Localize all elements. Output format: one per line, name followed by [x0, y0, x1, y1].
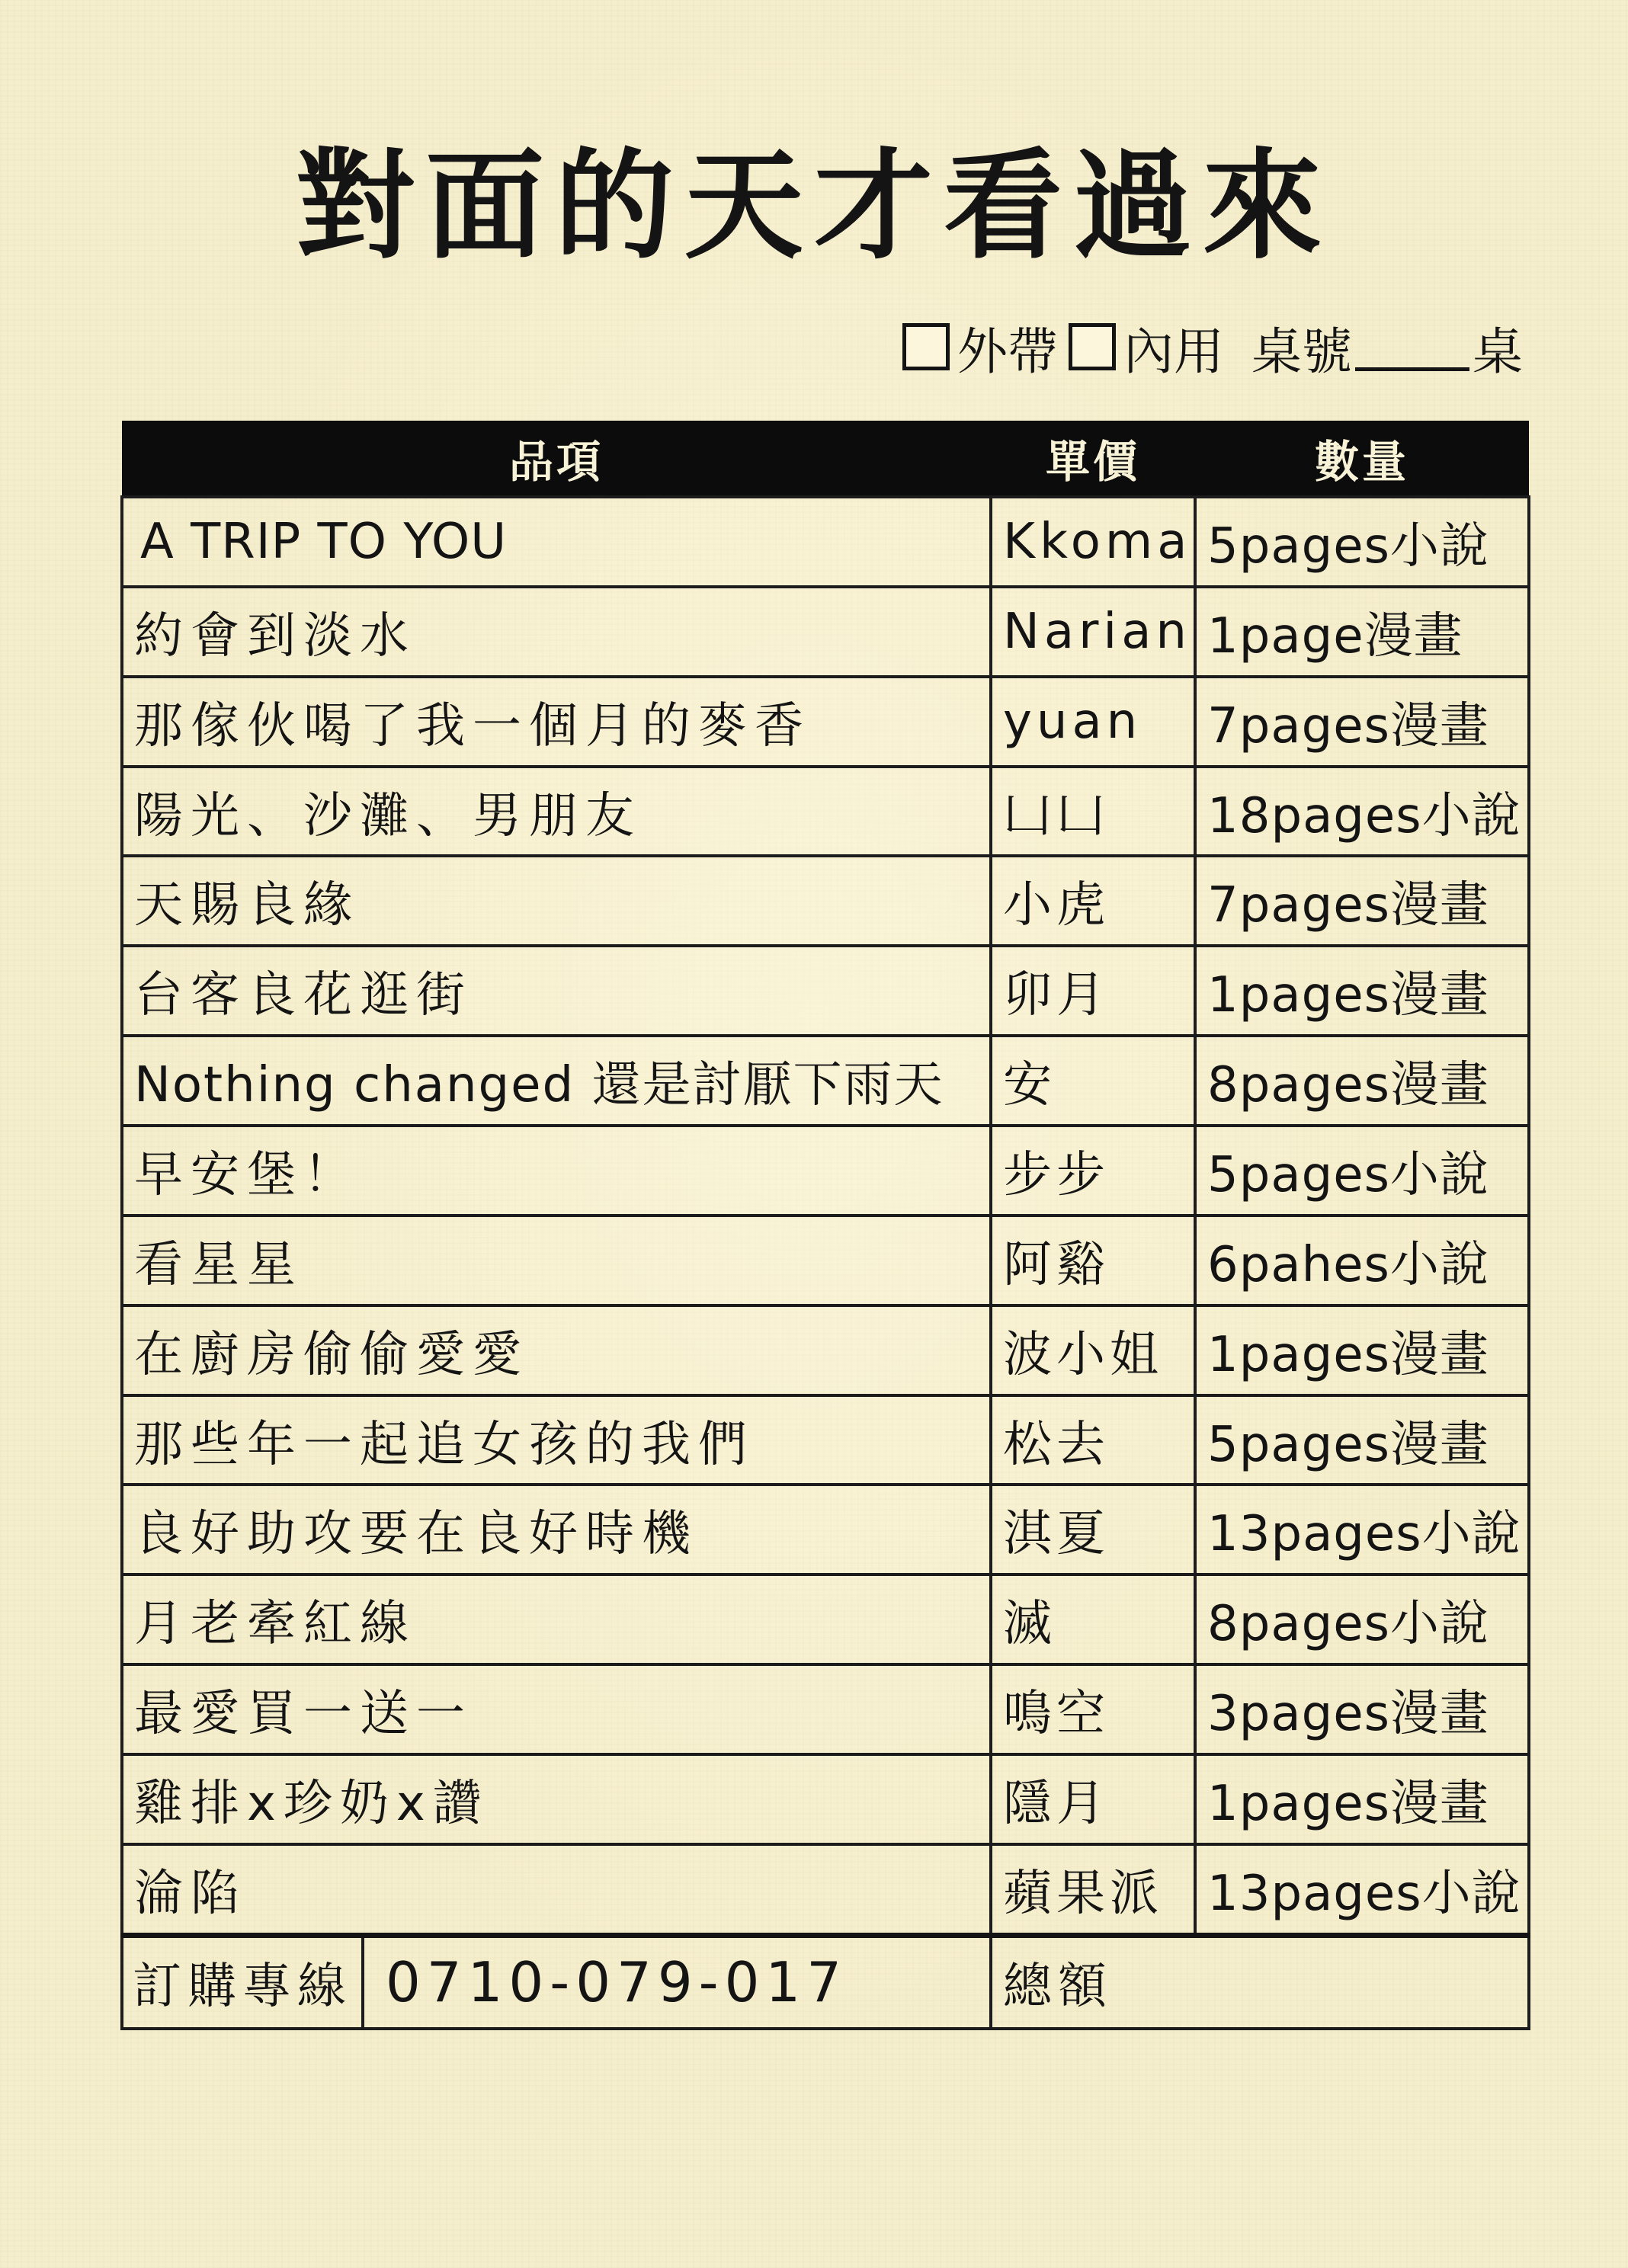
total-label: 總額 — [1003, 1959, 1113, 2016]
row-author: 卯月 — [991, 946, 1195, 1036]
table-row — [122, 1485, 1529, 1574]
row-author: 步步 — [991, 1126, 1195, 1216]
table-row — [122, 587, 1529, 677]
dine-in-option[interactable] — [1069, 311, 1224, 383]
row-quantity: 1page漫畫 — [1195, 587, 1529, 677]
row-item: 月老牽紅線 — [122, 1574, 991, 1664]
row-author: yuan — [991, 677, 1195, 767]
row-item: 良好助攻要在良好時機 — [122, 1485, 991, 1574]
table-row — [122, 946, 1529, 1036]
row-quantity: 13pages小說 — [1195, 1485, 1529, 1574]
row-author: 凵凵 — [991, 767, 1195, 857]
table-row — [122, 1305, 1529, 1395]
row-item: 那傢伙喝了我一個月的麥香 — [122, 677, 991, 767]
header-row — [122, 421, 1529, 497]
hotline-cell — [122, 1935, 991, 2029]
row-item: 天賜良緣 — [122, 856, 991, 946]
table-row — [122, 677, 1529, 767]
row-item: 台客良花逛街 — [122, 946, 991, 1036]
hotline-label: 訂購專線 — [123, 1938, 364, 2027]
order-table — [120, 421, 1530, 2030]
row-author: 阿谿 — [991, 1216, 1195, 1305]
table-suffix-label: 桌 — [1473, 322, 1523, 381]
table-number-field[interactable] — [1355, 323, 1469, 371]
row-quantity: 7pages漫畫 — [1195, 856, 1529, 946]
row-author: Narian — [991, 587, 1195, 677]
column-header-quantity: 數量 — [1195, 421, 1529, 497]
row-item: 約會到淡水 — [122, 587, 991, 677]
row-item: 早安堡！ — [122, 1126, 991, 1216]
row-quantity: 3pages漫畫 — [1195, 1664, 1529, 1754]
row-item: A TRIP TO YOU — [122, 497, 991, 587]
row-item: 陽光、沙灘、男朋友 — [122, 767, 991, 857]
row-author: 隱月 — [991, 1754, 1195, 1844]
row-quantity: 5pages漫畫 — [1195, 1395, 1529, 1485]
hotline-number[interactable]: 0710-079-017 — [386, 1950, 848, 2015]
table-row — [122, 1216, 1529, 1305]
table-row — [122, 1574, 1529, 1664]
column-header-item: 品項 — [122, 421, 991, 497]
menu-title: 對面的天才看過來 — [296, 136, 1332, 275]
table-row — [122, 1395, 1529, 1485]
row-item: 看星星 — [122, 1216, 991, 1305]
table-row — [122, 497, 1529, 587]
row-author: 滅 — [991, 1574, 1195, 1664]
row-quantity: 7pages漫畫 — [1195, 677, 1529, 767]
row-quantity: 18pages小說 — [1195, 767, 1529, 857]
row-author: 鳴空 — [991, 1664, 1195, 1754]
table-row — [122, 1036, 1529, 1126]
row-item: 淪陷 — [122, 1844, 991, 1935]
row-author: 松去 — [991, 1395, 1195, 1485]
footer-row — [122, 1935, 1529, 2029]
table-row — [122, 1844, 1529, 1935]
row-item: 雞排x珍奶x讚 — [122, 1754, 991, 1844]
row-quantity: 13pages小說 — [1195, 1844, 1529, 1935]
takeout-label: 外帶 — [957, 322, 1058, 381]
row-item: 最愛買一送一 — [122, 1664, 991, 1754]
table-number-label: 桌號 — [1251, 322, 1352, 381]
row-quantity: 5pages小說 — [1195, 1126, 1529, 1216]
dine-in-checkbox[interactable] — [1069, 323, 1116, 370]
row-quantity: 1pages漫畫 — [1195, 946, 1529, 1036]
takeout-option[interactable] — [902, 311, 1058, 383]
takeout-checkbox[interactable] — [902, 323, 950, 370]
row-author: Kkoma — [991, 497, 1195, 587]
row-quantity: 8pages漫畫 — [1195, 1036, 1529, 1126]
row-quantity: 6pahes小說 — [1195, 1216, 1529, 1305]
row-author: 蘋果派 — [991, 1844, 1195, 1935]
order-type-bar — [902, 312, 1523, 381]
row-author: 波小姐 — [991, 1305, 1195, 1395]
table-row — [122, 1664, 1529, 1754]
row-author: 小虎 — [991, 856, 1195, 946]
column-header-price: 單價 — [991, 421, 1195, 497]
table-row — [122, 767, 1529, 857]
row-item: 那些年一起追女孩的我們 — [122, 1395, 991, 1485]
row-quantity: 1pages漫畫 — [1195, 1305, 1529, 1395]
dine-in-label: 內用 — [1123, 322, 1224, 381]
row-item: 在廚房偷偷愛愛 — [122, 1305, 991, 1395]
table-row — [122, 856, 1529, 946]
row-author: 安 — [991, 1036, 1195, 1126]
row-item: Nothing changed 還是討厭下雨天 — [122, 1036, 991, 1126]
row-quantity: 1pages漫畫 — [1195, 1754, 1529, 1844]
total-cell[interactable] — [991, 1935, 1529, 2029]
table-row — [122, 1754, 1529, 1844]
row-author: 淇夏 — [991, 1485, 1195, 1574]
row-quantity: 8pages小說 — [1195, 1574, 1529, 1664]
row-quantity: 5pages小說 — [1195, 497, 1529, 587]
table-row — [122, 1126, 1529, 1216]
